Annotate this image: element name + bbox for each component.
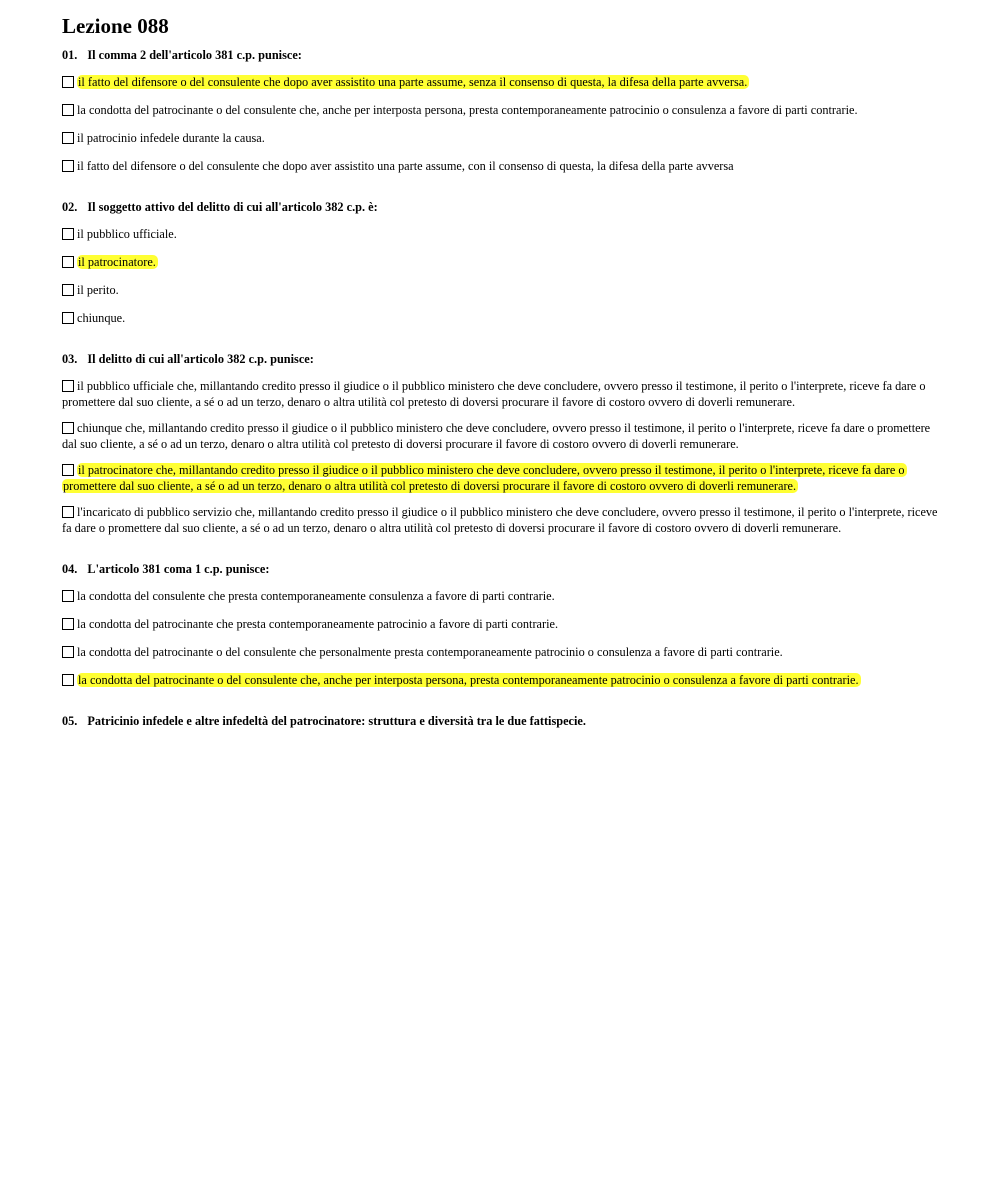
question-text: Il comma 2 dell'articolo 381 c.p. punisce:	[87, 48, 302, 62]
answer-text: il pubblico ufficiale che, millantando credito presso il giudice o il pubblico ministero che deve concludere, ovvero presso il testimone, il perito o l'interprete, riceve fa dare o promettere dal suo cliente, a sé o ad un terzo, denaro o altra utilità col pretesto di doversi procurare il favore di costoro ovvero di doverli remunerare.	[62, 379, 926, 409]
question-text: Il soggetto attivo del delitto di cui all'articolo 382 c.p. è:	[87, 200, 378, 214]
answer-text: il fatto del difensore o del consulente che dopo aver assistito una parte assume, senza il consenso di questa, la difesa della parte avversa.	[78, 75, 748, 89]
answer-option	[62, 74, 938, 90]
answer-option	[62, 672, 938, 688]
answer-option	[62, 378, 938, 410]
page-title: Lezione 088	[62, 14, 169, 38]
answer-text: il fatto del difensore o del consulente che dopo aver assistito una parte assume, con il consenso di questa, la difesa della parte avversa	[77, 159, 734, 173]
answer-text: chiunque che, millantando credito presso il giudice o il pubblico ministero che deve concludere, ovvero presso il testimone, il perito o l'interprete, riceve fa dare o promettere dal suo cliente, a sé o ad un terzo, denaro o altra utilità col pretesto di doversi procurare il favore di costoro ovvero di doverli remunerare.	[62, 421, 931, 451]
question-number: 04.	[62, 562, 78, 576]
answer-text: il patrocinatore che, millantando credito presso il giudice o il pubblico ministero che deve concludere, ovvero presso il testimone, il perito o l'interprete, riceve fa dare o promettere dal suo cliente, a sé o ad un terzo, denaro o altra utilità col pretesto di doversi procurare il favore di costoro ovvero di doverli remunerare.	[63, 463, 905, 493]
answer-checkbox[interactable]	[62, 506, 74, 518]
answer-checkbox[interactable]	[62, 422, 74, 434]
answer-option	[62, 644, 938, 660]
answer-checkbox[interactable]	[62, 674, 74, 686]
answer-checkbox[interactable]	[62, 76, 74, 88]
question-text: L'articolo 381 coma 1 c.p. punisce:	[87, 562, 270, 576]
answer-option	[62, 282, 938, 298]
question-heading	[62, 48, 938, 63]
question-02	[62, 200, 938, 326]
answer-option	[62, 158, 938, 174]
answer-option	[62, 420, 938, 452]
answer-checkbox[interactable]	[62, 646, 74, 658]
answer-text: la condotta del patrocinante che presta contemporaneamente patrocinio a favore di parti contrarie.	[77, 617, 559, 631]
answer-option	[62, 310, 938, 326]
question-number: 02.	[62, 200, 78, 214]
answer-checkbox[interactable]	[62, 590, 74, 602]
answer-text: il patrocinatore.	[78, 255, 156, 269]
answer-checkbox[interactable]	[62, 228, 74, 240]
question-text: Il delitto di cui all'articolo 382 c.p. punisce:	[87, 352, 314, 366]
answer-checkbox[interactable]	[62, 160, 74, 172]
answer-option	[62, 588, 938, 604]
answer-text: il pubblico ufficiale.	[77, 227, 177, 241]
answer-text: la condotta del consulente che presta contemporaneamente consulenza a favore di parti contrarie.	[77, 589, 555, 603]
answer-option	[62, 504, 938, 536]
answer-text: l'incaricato di pubblico servizio che, millantando credito presso il giudice o il pubblico ministero che deve concludere, ovvero presso il testimone, il perito o l'interprete, riceve fa dare o promettere dal suo cliente, a sé o ad un terzo, denaro o altra utilità col pretesto di doversi procurare il favore di costoro ovvero di doverli remunerare.	[62, 505, 938, 535]
answer-text: la condotta del patrocinante o del consulente che, anche per interposta persona, presta contemporaneamente patrocinio o consulenza a favore di parti contrarie.	[78, 673, 859, 687]
question-heading	[62, 200, 938, 215]
answer-checkbox[interactable]	[62, 464, 74, 476]
question-number: 03.	[62, 352, 78, 366]
question-number: 01.	[62, 48, 78, 62]
question-03	[62, 352, 938, 536]
answer-text: la condotta del patrocinante o del consulente che personalmente presta contemporaneamente patrocinio o consulenza a favore di parti contrarie.	[77, 645, 783, 659]
question-05	[62, 714, 938, 729]
answer-option	[62, 226, 938, 242]
answer-option	[62, 130, 938, 146]
answer-text: la condotta del patrocinante o del consulente che, anche per interposta persona, presta contemporaneamente patrocinio o consulenza a favore di parti contrarie.	[77, 103, 858, 117]
question-04	[62, 562, 938, 688]
answer-checkbox[interactable]	[62, 256, 74, 268]
answer-text: chiunque.	[77, 311, 126, 325]
question-number: 05.	[62, 714, 78, 728]
question-heading	[62, 562, 938, 577]
answer-checkbox[interactable]	[62, 312, 74, 324]
answer-text: il patrocinio infedele durante la causa.	[77, 131, 265, 145]
answer-checkbox[interactable]	[62, 284, 74, 296]
answer-checkbox[interactable]	[62, 132, 74, 144]
answer-checkbox[interactable]	[62, 104, 74, 116]
question-heading	[62, 352, 938, 367]
answer-option	[62, 254, 938, 270]
question-text: Patricinio infedele e altre infedeltà del patrocinatore: struttura e diversità tra le due fattispecie.	[87, 714, 586, 728]
answer-checkbox[interactable]	[62, 618, 74, 630]
answer-checkbox[interactable]	[62, 380, 74, 392]
answer-option	[62, 462, 938, 494]
answer-option	[62, 616, 938, 632]
question-heading	[62, 714, 938, 729]
answer-option	[62, 102, 938, 118]
answer-text: il perito.	[77, 283, 119, 297]
question-01	[62, 48, 938, 174]
document-page	[62, 14, 938, 755]
